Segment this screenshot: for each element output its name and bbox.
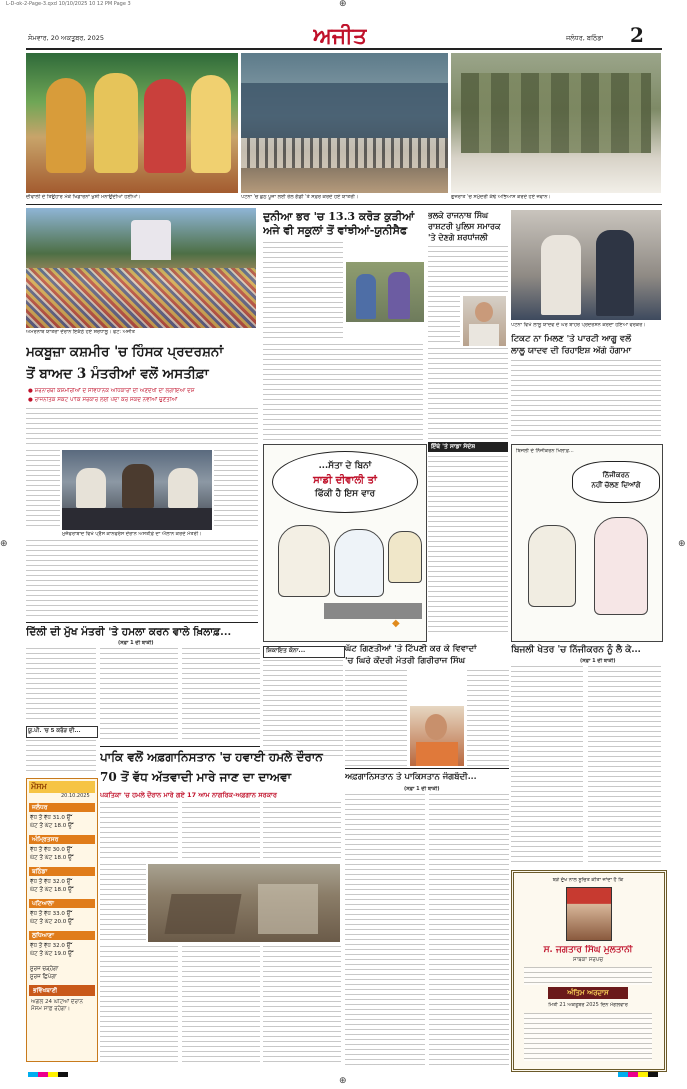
- edition-name: ਜਲੰਧਰ, ਬਠਿੰਡਾ: [566, 34, 604, 42]
- speech-line: ...ਸੱਤਾ ਦੇ ਬਿਨਾਂ: [318, 461, 372, 471]
- article-text: [467, 670, 509, 766]
- cartoon-figure: [594, 517, 648, 615]
- sunset-row: ਸੂਰਜ ਛਿਪੇਗਾ: [30, 974, 57, 980]
- photo-caption: ਪਟਨਾ ਵਿਖੇ ਲਾਲੂ ਯਾਦਵ ਦੇ ਘਰ ਬਾਹਰ ਪ੍ਰਦਰਸ਼ਨ ਕਰਦਾ ਹੋਇਆ ਵਰਕਰ।: [511, 322, 646, 328]
- weather-value: 18.0 ਉੱ: [54, 823, 74, 829]
- print-slug: L-D-ok-2-Page-3.qxd 10/10/2025 10 12 PM Page 3: [6, 1, 131, 7]
- section-rule: [100, 746, 260, 747]
- weather-value: 18.0 ਉੱ: [54, 855, 74, 861]
- headline: 'ਚ ਘਿਰੇ ਕੇਂਦਰੀ ਮੰਤਰੀ ਗਿਰੀਰਾਜ ਸਿੰਘ: [345, 656, 466, 666]
- headline: ਪਾਕਿ ਵਲੋਂ ਅਫ਼ਗਾਨਿਸਤਾਨ 'ਚ ਹਵਾਈ ਹਮਲੇ ਦੌਰਾਨ: [100, 750, 323, 764]
- sub-bullet: [28, 388, 258, 395]
- article-text: [26, 450, 60, 530]
- subhead: ਪਕਤਿਕਾ 'ਚ ਹਮਲੇ ਦੌਰਾਨ ਮਾਰੇ ਗਏ 17 ਆਮ ਨਾਗਰਿਕ-ਅਫ਼ਗਾਨ ਸਰਕਾਰ: [100, 791, 277, 799]
- rajnath-portrait: [463, 296, 506, 346]
- cartoon-top-text: ਬਿਜਲੀ ਦੇ ਨਿੱਜੀਕਰਨ ਖਿਲਾਫ਼...: [516, 448, 574, 454]
- train-photo: [241, 53, 448, 193]
- bullet-icon: ●: [28, 388, 35, 394]
- article-text: [263, 242, 343, 342]
- registration-mark-icon: ⊕: [339, 1076, 347, 1086]
- weather-city-header: ਜਲੰਧਰ: [29, 803, 95, 812]
- cartoon-figure: [528, 525, 576, 607]
- headline: ਤੋਂ ਬਾਅਦ 3 ਮੰਤਰੀਆਂ ਵਲੋਂ ਅਸਤੀਫ਼ਾ: [26, 366, 209, 382]
- sunrise-row: ਸੂਰਜ ਚੜ੍ਹੇਗਾ: [30, 966, 59, 972]
- obituary-portrait: [566, 887, 612, 941]
- headline: ਦੁਨੀਆ ਭਰ 'ਚ 13.3 ਕਰੋੜ ਕੁੜੀਆਂ: [263, 210, 415, 223]
- weather-value: 30.0 ਉੱ: [52, 847, 72, 853]
- weather-value: 20.0 ਉੱ: [54, 919, 74, 925]
- speech-line: ਨਹੀਂ ਚੱਲਣ ਦਿਆਂਗੇ: [591, 480, 641, 489]
- article-text: [263, 344, 423, 440]
- color-bar: [28, 1072, 68, 1077]
- weather-label: ਘੱਟ ਤੋਂ ਘੱਟ: [30, 919, 53, 925]
- weather-box: [26, 778, 98, 1062]
- weather-value: 18.0 ਉੱ: [54, 887, 74, 893]
- weather-city-header: ਲੁਧਿਆਣਾ: [29, 931, 95, 940]
- article-text: [429, 794, 509, 1066]
- headline: ਭਲਕੇ ਰਾਜਨਾਥ ਸਿੰਘ: [428, 210, 489, 220]
- forecast-text: ਅਗਲੇ 24 ਘੰਟਿਆਂ ਦੌਰਾਨ ਮੌਸਮ ਸਾਫ਼ ਰਹੇਗਾ।: [31, 999, 83, 1012]
- bullet-icon: ●: [28, 397, 35, 403]
- registration-mark-icon: ⊕: [678, 539, 686, 549]
- giriraj-portrait: [410, 706, 464, 766]
- ceremony-detail: ਮਿਤੀ 21 ਅਕਤੂਬਰ 2025 ਦਿਨ ਮੰਗਲਵਾਰ: [548, 1002, 628, 1008]
- obituary-top-line: ਬੜੇ ਦੁੱਖ ਨਾਲ ਸੂਚਿਤ ਕੀਤਾ ਜਾਂਦਾ ਹੈ ਕਿ: [552, 877, 624, 883]
- sub-bullet: [28, 397, 258, 404]
- section-rule: [26, 622, 258, 623]
- speech-bubble: [272, 451, 418, 513]
- dancers-photo: [26, 53, 238, 193]
- article-text: [428, 348, 508, 440]
- weather-label: ਘੱਟ ਤੋਂ ਘੱਟ: [30, 951, 53, 957]
- sub-bullet-text: ਰਾਜਨੀਤਕ ਸੰਕਟ ਪਾਕਿ ਸਰਕਾਰ ਲਈ ਪੈਦਾ ਕਰ ਸਕਦੇ ਨਵੀਆਂ ਚੁਣੌਤੀਆਂ: [34, 397, 178, 403]
- color-bar: [618, 1072, 658, 1077]
- obituary-text: [524, 1013, 652, 1061]
- cartoon-figure: [278, 525, 330, 597]
- weather-label: ਘੱਟ ਤੋਂ ਘੱਟ: [30, 823, 53, 829]
- photo-caption: ਪਟਨਾ 'ਚ ਛਠ ਪੂਜਾ ਲਈ ਰੇਲ ਗੱਡੀ 'ਤੇ ਸਫ਼ਰ ਕਰਦੇ ਹੋਏ ਯਾਤਰੀ।: [241, 194, 359, 200]
- weather-value: 32.0 ਉੱ: [52, 879, 72, 885]
- headline: ਅਜੇ ਵੀ ਸਕੂਲਾਂ ਤੋਂ ਵਾਂਝੀਆਂ-ਯੂਨੀਸੈਫ: [263, 224, 408, 237]
- weather-row: [27, 918, 97, 926]
- article-text: [26, 740, 96, 774]
- obituary-text: [524, 967, 652, 985]
- article-text: [428, 296, 460, 346]
- headline: ਦਿੱਲੀ ਦੀ ਮੁੱਖ ਮੰਤਰੀ 'ਤੇ ਹਮਲਾ ਕਰਨ ਵਾਲੇ ਖ਼ਿਲਾਫ਼...: [26, 626, 232, 638]
- headline: ਬਿਜਲੀ ਖੇਤਰ 'ਚ ਨਿੱਜੀਕਰਨ ਨੂੰ ਲੈ ਕੇ...: [511, 645, 641, 655]
- weather-row: [27, 822, 97, 830]
- sub-bullet-text: ਸ਼ਰਨਾਰਥੀ ਕਸ਼ਮੀਰੀਆਂ ਦੇ ਸੰਵਿਧਾਨਕ ਅਧਿਕਾਰਾਂ ਦੀ ਅਣਦੇਖੀ ਦਾ ਲਗਾਇਆ ਦੋਸ਼: [34, 388, 195, 394]
- article-text: [428, 246, 508, 294]
- headline: ਮਕਬੂਜ਼ਾ ਕਸ਼ਮੀਰ 'ਚ ਹਿੰਸਕ ਪ੍ਰਦਰਸ਼ਨਾਂ: [26, 344, 224, 360]
- brief-box-title: ਇੱਥੇ 'ਤੇ ਸਾਡਾ ਸੰਦੇਸ਼: [431, 443, 476, 450]
- weather-value: 32.0 ਉੱ: [52, 943, 72, 949]
- headline: 70 ਤੋਂ ਵੱਧ ਅੱਤਵਾਦੀ ਮਾਰੇ ਜਾਣ ਦਾ ਦਾਅਵਾ: [100, 770, 292, 784]
- article-text: [26, 408, 258, 448]
- cartoon-panel: [263, 444, 427, 642]
- cartoon-figure: [334, 529, 384, 597]
- weather-city-header: ਬਠਿੰਡਾ: [29, 867, 95, 876]
- article-text: [182, 802, 260, 862]
- airstrike-photo: [148, 864, 340, 942]
- speech-line: ਫਿੱਕੀ ਹੈ ਇਸ ਵਾਰ: [314, 489, 376, 499]
- article-text: [182, 946, 260, 1066]
- speech-line: ਸਾਡੀ ਦੀਵਾਲੀ ਤਾਂ: [313, 475, 377, 486]
- headline: ਟਿਕਟ ਨਾ ਮਿਲਣ 'ਤੇ ਪਾਰਟੀ ਆਗੂ ਵਲੋਂ: [511, 334, 632, 344]
- article-text: [182, 648, 260, 742]
- protest-photo: [511, 210, 661, 320]
- weather-date: 20.10.2025: [61, 793, 90, 799]
- section-rule: [345, 768, 509, 769]
- headline: ਲਾਲੂ ਯਾਦਵ ਦੀ ਰਿਹਾਇਸ਼ ਅੱਗੇ ਹੰਗਾਮਾ: [511, 346, 632, 356]
- cartoon-figure: [388, 531, 422, 583]
- continued-label: (ਸਫ਼ਾ 1 ਦੀ ਬਾਕੀ): [404, 786, 440, 792]
- headline: ਅਫ਼ਗਾਨਿਸਤਾਨ ਤੇ ਪਾਕਿਸਤਾਨ ਜੰਗਬੰਦੀ...: [345, 772, 477, 782]
- article-text: [345, 794, 425, 1066]
- article-text: [345, 670, 407, 766]
- weather-label: ਵੱਧ ਤੋਂ ਵੱਧ: [30, 879, 51, 885]
- speech-bubble: [572, 461, 660, 503]
- weather-value: 19.0 ਉੱ: [54, 951, 74, 957]
- weather-row: [27, 846, 97, 854]
- weather-label: ਵੱਧ ਤੋਂ ਵੱਧ: [30, 815, 51, 821]
- masthead: ਅਜੀਤ: [313, 24, 367, 48]
- ceremony-title: ਅੰਤਿਮ ਅਰਦਾਸ: [567, 988, 609, 997]
- article-text: [100, 802, 178, 862]
- page-number: 2: [630, 24, 644, 46]
- article-text: [100, 864, 146, 942]
- registration-mark-icon: ⊕: [0, 539, 8, 549]
- obituary-name: ਸ. ਜਗਤਾਰ ਸਿੰਘ ਮੁਲਤਾਨੀ: [543, 945, 633, 955]
- cartoon-panel-right: [511, 444, 663, 642]
- obituary-ad: [511, 870, 667, 1072]
- issue-date: ਸੋਮਵਾਰ, 20 ਅਕਤੂਬਰ, 2025: [28, 34, 104, 42]
- weather-label: ਵੱਧ ਤੋਂ ਵੱਧ: [30, 911, 51, 917]
- soldiers-photo: [451, 53, 661, 193]
- article-text: [100, 648, 178, 742]
- article-text: [26, 540, 258, 620]
- weather-city-header: ਅੰਮ੍ਰਿਤਸਰ: [29, 835, 95, 844]
- weather-label: ਘੱਟ ਤੋਂ ਘੱਟ: [30, 887, 53, 893]
- weather-label: ਵੱਧ ਤੋਂ ਵੱਧ: [30, 847, 51, 853]
- article-text: [263, 660, 343, 756]
- registration-mark-icon: ⊕: [339, 0, 347, 9]
- forecast-title: ਭਵਿੱਖਬਾਣੀ: [33, 987, 58, 994]
- headline: ਰਾਸ਼ਟਰੀ ਪੁਲਿਸ ਸਮਾਰਕ: [428, 221, 501, 231]
- weather-title: ਮੌਸਮ: [31, 782, 47, 791]
- masthead-rule: [26, 48, 662, 50]
- weather-row: [27, 854, 97, 862]
- article-text: [263, 802, 341, 862]
- cartoon-table: [324, 603, 422, 619]
- weather-value: 33.0 ਉੱ: [52, 911, 72, 917]
- weather-label: ਵੱਧ ਤੋਂ ਵੱਧ: [30, 943, 51, 949]
- headline: 'ਤੇ ਦੇਣਗੇ ਸ਼ਰਧਾਂਜਲੀ: [428, 232, 488, 242]
- article-text: [428, 456, 508, 636]
- obituary-subtitle: ਸਾਬਕਾ ਸਰਪੰਚ: [572, 957, 604, 963]
- weather-row: [27, 814, 97, 822]
- speech-line: ਨਿੱਜੀਕਰਨ: [602, 470, 630, 479]
- schoolgirls-photo: [346, 262, 424, 322]
- pilgrims-photo: [26, 208, 256, 328]
- article-text: [588, 666, 661, 866]
- article-text: [100, 946, 178, 1066]
- press-conference-photo: [62, 450, 212, 530]
- weather-row: [27, 950, 97, 958]
- weather-city-header: ਪਟਿਆਲਾ: [29, 899, 95, 908]
- article-text: [263, 946, 341, 1066]
- continued-label: (ਸਫ਼ਾ 1 ਦੀ ਬਾਕੀ): [118, 640, 154, 646]
- article-text: [511, 360, 661, 440]
- photo-caption: ਦੀਵਾਲੀ ਦੇ ਤਿਉਹਾਰ ਮੌਕੇ ਖਿਡਾਰਨਾਂ ਖੁਸ਼ੀ ਮਨਾਉਂਦੀਆਂ ਹੋਈਆਂ।: [26, 194, 141, 200]
- section-rule: [26, 204, 662, 205]
- photo-caption: ਗੁਜਰਾਤ 'ਚ ਸਮੁੰਦਰੀ ਕੰਢੇ ਅਭਿਆਸ ਕਰਦੇ ਹੋਏ ਜਵਾਨ।: [451, 194, 551, 200]
- photo-caption: ਮੁਜ਼ੱਫਰਾਬਾਦ ਵਿਖੇ ਪ੍ਰੈੱਸ ਕਾਨਫਰੰਸ ਦੌਰਾਨ ਅਸਤੀਫ਼ੇ ਦਾ ਐਲਾਨ ਕਰਦੇ ਮੰਤਰੀ।: [62, 531, 202, 537]
- article-text: [26, 648, 96, 722]
- photo-caption: ਅਮਰਨਾਥ ਯਾਤਰਾ ਦੌਰਾਨ ਇਕੱਠੇ ਹੋਏ ਸ਼ਰਧਾਲੂ। ਫੋਟੋ: ਅਜੀਤ: [26, 329, 135, 335]
- diya-icon: ◆: [392, 618, 400, 629]
- small-box-label: ਸ਼ਿਕਾਇਤ ਕੋਨਾ...: [266, 647, 306, 654]
- weather-label: ਘੱਟ ਤੋਂ ਘੱਟ: [30, 855, 53, 861]
- weather-row: [27, 886, 97, 894]
- headline: ਘੱਟ ਗਿਣਤੀਆਂ 'ਤੇ ਟਿੱਪਣੀ ਕਰ ਕੇ ਵਿਵਾਦਾਂ: [345, 644, 477, 654]
- weather-row: [27, 878, 97, 886]
- article-text: [511, 666, 583, 866]
- weather-value: 31.0 ਉੱ: [52, 815, 72, 821]
- continued-label: (ਸਫ਼ਾ 1 ਦੀ ਬਾਕੀ): [580, 658, 616, 664]
- weather-row: [27, 942, 97, 950]
- small-box-label: ਯੂ.ਪੀ. 'ਚ 5 ਕਰੋੜ ਦੀ...: [28, 728, 81, 734]
- weather-row: [27, 910, 97, 918]
- article-text: [214, 450, 258, 530]
